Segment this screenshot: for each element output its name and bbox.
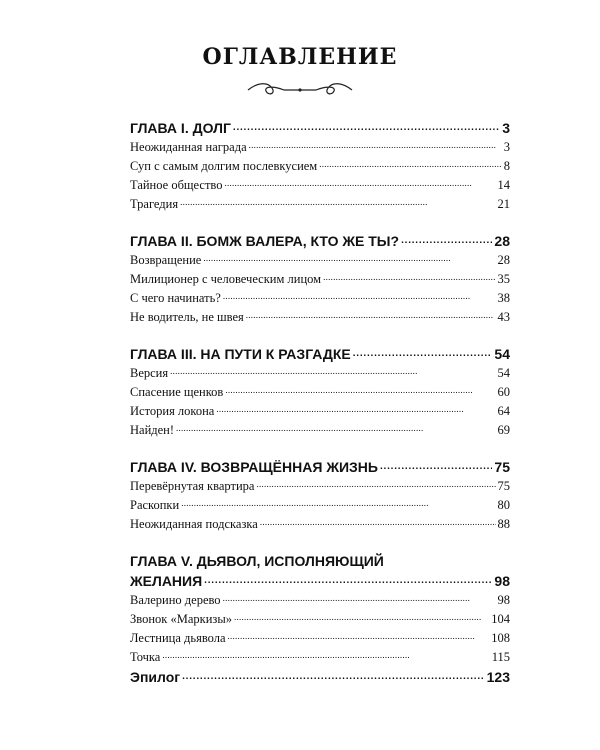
dot-leader (353, 344, 493, 364)
toc-chapter-3[interactable]: ГЛАВА III. НА ПУТИ К РАЗГАДКЕ . . . 54 (130, 344, 510, 364)
ornament-divider (240, 80, 360, 100)
toc-chapter-2[interactable]: ГЛАВА II. БОМЖ ВАЛЕРА, КТО ЖЕ ТЫ? . . . 28 (130, 231, 510, 251)
toc-item[interactable]: Лестница дьявола . . . 108 (130, 629, 510, 648)
page-title: ОГЛАВЛЕНИЕ (202, 44, 398, 70)
dot-leader (181, 494, 495, 513)
dot-leader (182, 667, 485, 687)
toc-item[interactable]: Раскопки . . . 80 (130, 496, 510, 515)
toc-epilogue[interactable]: Эпилог . . . 123 (130, 667, 510, 687)
chapter-title-line-2: ЖЕЛАНИЯ (130, 573, 203, 589)
dot-leader (380, 457, 492, 477)
toc-chapter-4[interactable]: ГЛАВА IV. ВОЗВРАЩЁННАЯ ЖИЗНЬ . . . 75 (130, 457, 510, 477)
dot-leader (401, 231, 492, 251)
dot-leader (233, 118, 500, 138)
dot-leader (223, 287, 496, 306)
table-of-contents (130, 118, 510, 687)
toc-chapter-5[interactable]: ГЛАВА V. ДЬЯВОЛ, ИСПОЛНЯЮЩИЙ ЖЕЛАНИЯ . . . 98 (130, 551, 510, 591)
toc-item[interactable]: Валерино дерево . . . 98 (130, 591, 510, 610)
toc-chapter-1[interactable]: ГЛАВА I. ДОЛГ . . . 3 (130, 118, 510, 138)
toc-item[interactable]: Перевёрнутая квартира . . . 75 (130, 477, 510, 496)
toc-item[interactable]: Неожиданная награда . . . 3 (130, 138, 510, 157)
dot-leader (234, 608, 489, 627)
dot-leader (249, 136, 502, 155)
toc-item[interactable]: С чего начинать? . . . 38 (130, 289, 510, 308)
dot-leader (180, 193, 495, 212)
dot-leader (225, 381, 495, 400)
dot-leader (225, 174, 496, 193)
dot-leader (223, 589, 496, 608)
dot-leader (260, 513, 496, 532)
chapter-title-line-1: ГЛАВА V. ДЬЯВОЛ, ИСПОЛНЯЮЩИЙ (130, 553, 384, 569)
toc-item[interactable]: Трагедия . . . 21 (130, 195, 510, 214)
toc-item[interactable]: Точка . . . 115 (130, 648, 510, 667)
toc-item[interactable]: Найден! . . . 69 (130, 421, 510, 440)
dot-leader (162, 646, 489, 665)
dot-leader (170, 362, 495, 381)
dot-leader (246, 306, 496, 325)
dot-leader (319, 155, 502, 174)
toc-item[interactable]: История локона . . . 64 (130, 402, 510, 421)
dot-leader (216, 400, 495, 419)
toc-item[interactable]: Версия . . . 54 (130, 364, 510, 383)
dot-leader (176, 419, 495, 438)
toc-item[interactable]: Возвращение . . . 28 (130, 251, 510, 270)
dot-leader (228, 627, 490, 646)
toc-item[interactable]: Спасение щенков . . . 60 (130, 383, 510, 402)
toc-item[interactable]: Милиционер с человеческим лицом . . . 35 (130, 270, 510, 289)
dot-leader (204, 571, 492, 591)
dot-leader (323, 268, 495, 287)
toc-item[interactable]: Неожиданная подсказка . . . 88 (130, 515, 510, 534)
dot-leader (256, 475, 495, 494)
toc-item[interactable]: Звонок «Маркизы» . . . 104 (130, 610, 510, 629)
toc-item[interactable]: Суп с самым долгим послевкусием . . . 8 (130, 157, 510, 176)
dot-leader (203, 249, 495, 268)
toc-item[interactable]: Тайное общество . . . 14 (130, 176, 510, 195)
toc-item[interactable]: Не водитель, не швея . . . 43 (130, 308, 510, 327)
